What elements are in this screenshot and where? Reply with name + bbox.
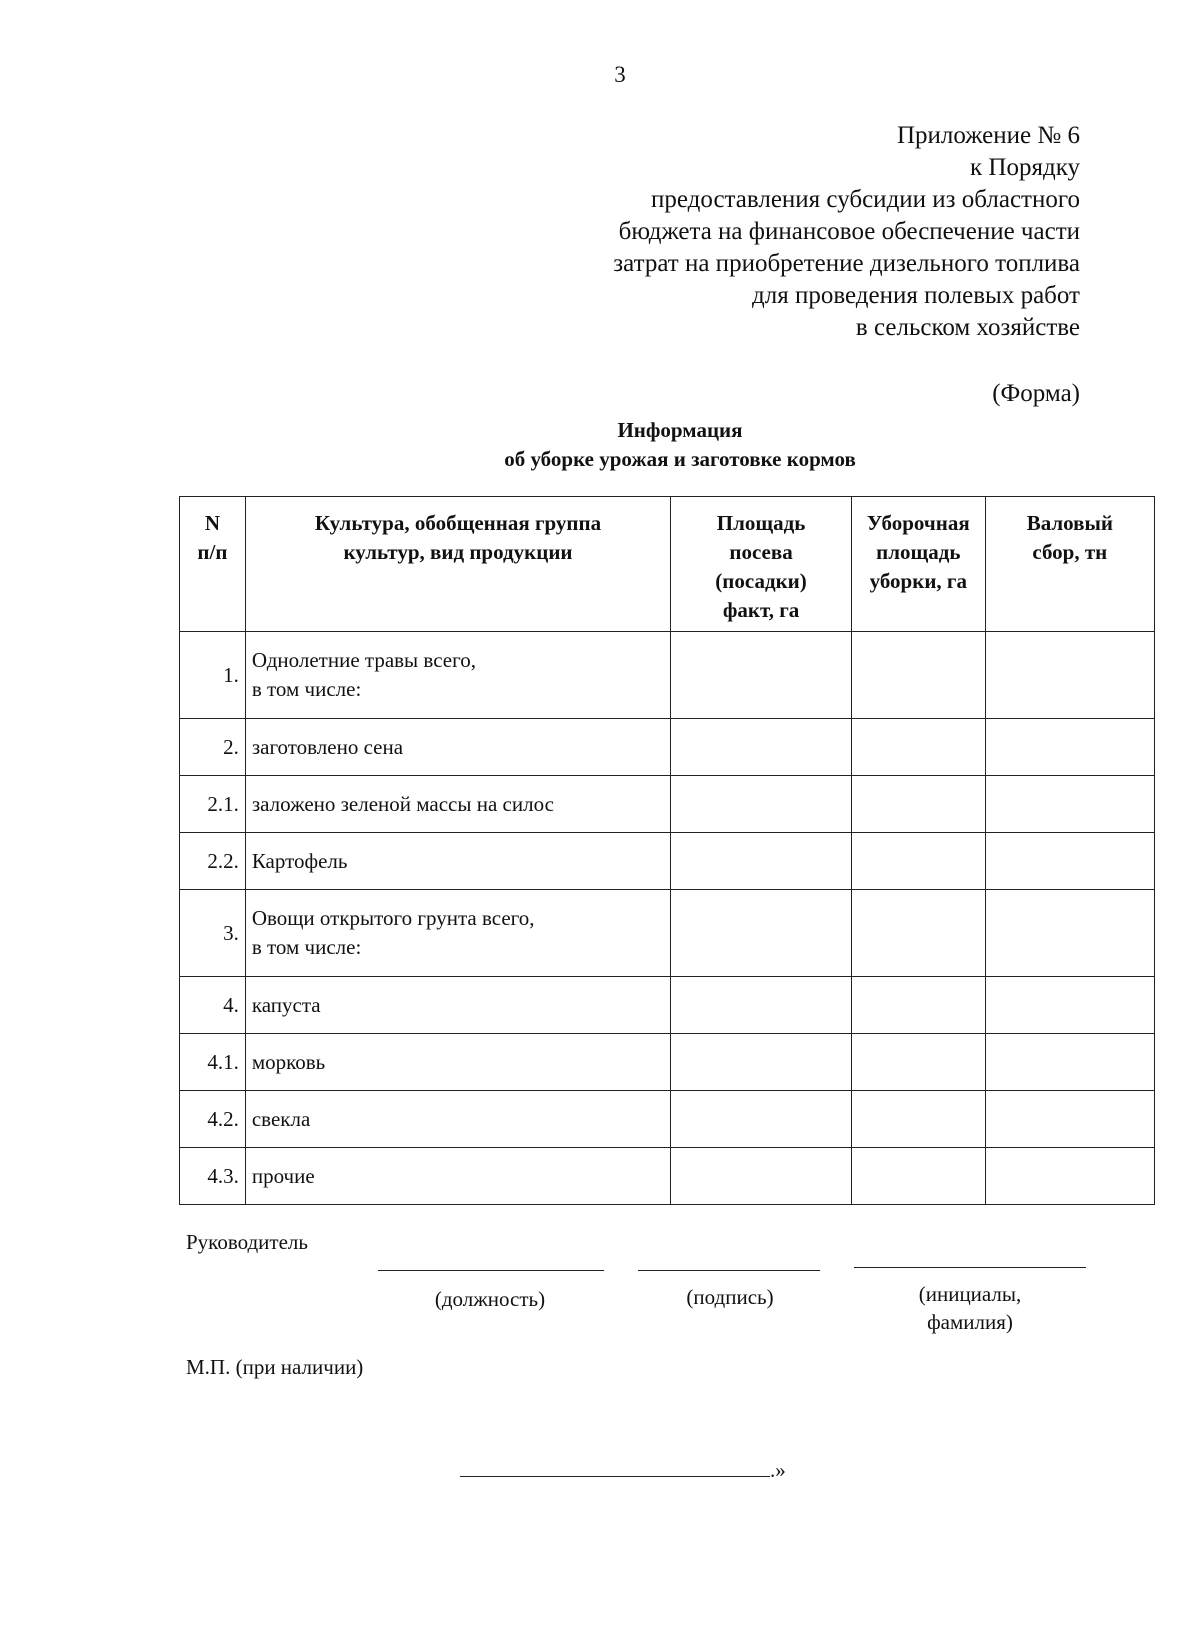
- header-line: к Порядку: [970, 154, 1080, 181]
- header-line: для проведения полевых работ: [752, 282, 1080, 309]
- signature-label: Руководитель: [186, 1230, 308, 1254]
- sown-area-cell[interactable]: [671, 632, 852, 719]
- row-label: прочие: [245, 1148, 670, 1205]
- harvest-area-cell[interactable]: [851, 1034, 985, 1091]
- title-line-1: Информация: [617, 418, 743, 442]
- row-label: Овощи открытого грунта всего, в том числе:: [245, 890, 670, 977]
- title-line-2: об уборке урожая и заготовке кормов: [504, 447, 856, 471]
- name-caption: (инициалы, фамилия): [918, 1282, 1022, 1334]
- closing-mark: [460, 1458, 786, 1483]
- gross-yield-cell[interactable]: [985, 1091, 1154, 1148]
- table-row: [180, 632, 1155, 719]
- sown-area-cell[interactable]: [671, 719, 852, 776]
- table-row: [180, 719, 1155, 776]
- form-label: (Форма): [992, 380, 1080, 407]
- sown-area-cell[interactable]: [671, 977, 852, 1034]
- sown-area-cell[interactable]: [671, 890, 852, 977]
- harvest-area-cell[interactable]: [851, 776, 985, 833]
- table-row: [180, 833, 1155, 890]
- gross-yield-cell[interactable]: [985, 632, 1154, 719]
- row-number: 2.2.: [180, 833, 246, 890]
- harvest-area-cell[interactable]: [851, 632, 985, 719]
- position-caption: (должность): [434, 1287, 546, 1311]
- harvest-area-cell[interactable]: [851, 977, 985, 1034]
- header-line: Приложение № 6: [896, 122, 1080, 149]
- appendix-header: [613, 120, 1080, 344]
- col-header-gross-yield: Валовый сбор, тн: [985, 497, 1154, 632]
- header-line: бюджета на финансовое обеспечение части: [618, 218, 1080, 245]
- row-label: Картофель: [245, 833, 670, 890]
- name-line[interactable]: [854, 1267, 1086, 1268]
- header-line: в сельском хозяйстве: [855, 314, 1080, 341]
- row-label: заложено зеленой массы на силос: [245, 776, 670, 833]
- stamp-label: М.П. (при наличии): [186, 1355, 364, 1379]
- harvest-area-cell[interactable]: [851, 1148, 985, 1205]
- sown-area-cell[interactable]: [671, 833, 852, 890]
- row-number: 4.: [180, 977, 246, 1034]
- table-row: [180, 1148, 1155, 1205]
- harvest-area-cell[interactable]: [851, 890, 985, 977]
- gross-yield-cell[interactable]: [985, 890, 1154, 977]
- col-header-sown-area: Площадь посева (посадки) факт, га: [671, 497, 852, 632]
- row-number: 4.1.: [180, 1034, 246, 1091]
- harvest-area-cell[interactable]: [851, 833, 985, 890]
- row-number: 2.1.: [180, 776, 246, 833]
- col-header-crop: Культура, обобщенная группа культур, вид продукции: [245, 497, 670, 632]
- sown-area-cell[interactable]: [671, 776, 852, 833]
- table-row: [180, 890, 1155, 977]
- signature-line[interactable]: [638, 1270, 820, 1271]
- closing-quote: .»: [770, 1458, 786, 1482]
- header-line: затрат на приобретение дизельного топлива: [613, 250, 1080, 277]
- closing-line: [460, 1458, 770, 1477]
- harvest-area-cell[interactable]: [851, 719, 985, 776]
- row-number: 3.: [180, 890, 246, 977]
- gross-yield-cell[interactable]: [985, 776, 1154, 833]
- row-label: свекла: [245, 1091, 670, 1148]
- gross-yield-cell[interactable]: [985, 719, 1154, 776]
- row-label: Однолетние травы всего, в том числе:: [245, 632, 670, 719]
- sown-area-cell[interactable]: [671, 1034, 852, 1091]
- position-line[interactable]: [378, 1270, 604, 1271]
- gross-yield-cell[interactable]: [985, 977, 1154, 1034]
- table-row: [180, 776, 1155, 833]
- harvest-table: [179, 496, 1155, 1205]
- row-number: 4.2.: [180, 1091, 246, 1148]
- row-label: морковь: [245, 1034, 670, 1091]
- harvest-area-cell[interactable]: [851, 1091, 985, 1148]
- row-number: 4.3.: [180, 1148, 246, 1205]
- gross-yield-cell[interactable]: [985, 1148, 1154, 1205]
- table-row: [180, 977, 1155, 1034]
- table-row: [180, 1091, 1155, 1148]
- table-header-row: [180, 497, 1155, 632]
- row-number: 2.: [180, 719, 246, 776]
- gross-yield-cell[interactable]: [985, 833, 1154, 890]
- table-row: [180, 1034, 1155, 1091]
- col-header-number: N п/п: [180, 497, 246, 632]
- row-label: заготовлено сена: [245, 719, 670, 776]
- sown-area-cell[interactable]: [671, 1148, 852, 1205]
- col-header-harvest-area: Уборочная площадь уборки, га: [851, 497, 985, 632]
- row-number: 1.: [180, 632, 246, 719]
- page-number: 3: [614, 62, 626, 87]
- document-title: [180, 416, 1180, 474]
- sown-area-cell[interactable]: [671, 1091, 852, 1148]
- gross-yield-cell[interactable]: [985, 1034, 1154, 1091]
- header-line: предоставления субсидии из областного: [650, 186, 1080, 213]
- row-label: капуста: [245, 977, 670, 1034]
- signature-caption: (подпись): [686, 1285, 774, 1309]
